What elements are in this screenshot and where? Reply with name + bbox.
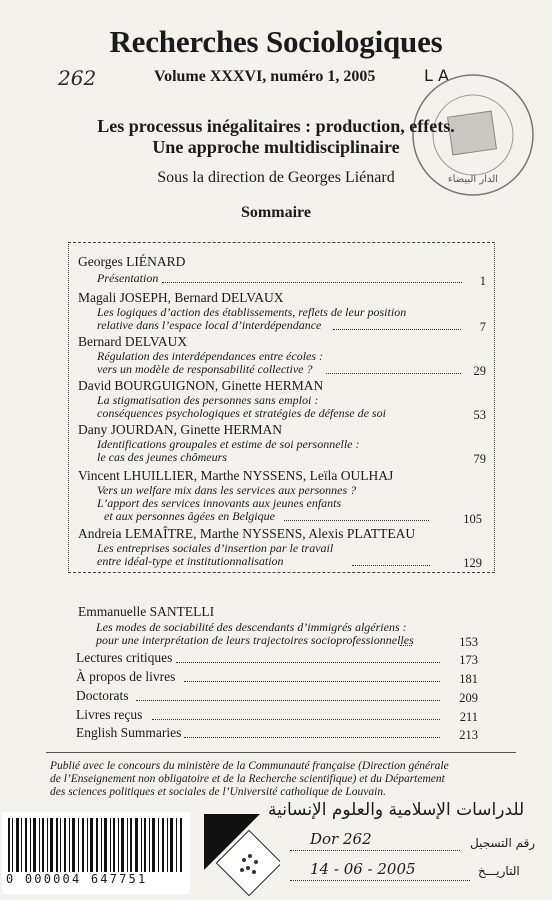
toc-author: Dany JOURDAN, Ginette HERMAN [78, 422, 282, 437]
toc-author: Bernard DELVAUX [78, 334, 188, 349]
section-page: 173 [459, 653, 478, 667]
section-page: 181 [459, 672, 478, 686]
toc-page: 79 [473, 452, 486, 466]
toc-leader [162, 282, 462, 283]
toc-leader [333, 329, 461, 330]
barcode-digits: 0 000004 647751 [6, 872, 148, 886]
toc-page: 29 [473, 364, 486, 378]
toc-author: Magali JOSEPH, Bernard DELVAUX [78, 290, 284, 305]
journal-title: Recherches Sociologiques [109, 24, 443, 59]
toc-article-title: conséquences psychologiques et stratégies de défense de soi [97, 406, 386, 420]
santelli-title-line1: Les modes de sociabilité des descendants d’immigrés algériens : [96, 620, 407, 634]
toc-article-title: Identifications groupales et estime de soi personnelle : [97, 437, 360, 451]
editor-line: Sous la direction de Georges Liénard [157, 169, 395, 186]
stamp-registration-value: Dor 262 [310, 830, 372, 848]
toc-article-title: vers un modèle de responsabilité collective ? [97, 362, 313, 376]
toc-author: Vincent LHUILLIER, Marthe NYSSENS, Leïla OULHAJ [78, 468, 394, 483]
toc-leader [136, 700, 440, 701]
toc-page: 129 [463, 556, 482, 570]
stamp-rule [290, 880, 470, 881]
toc-leader [352, 565, 430, 566]
toc-article-title: Les entreprises sociales d’insertion par le travail [97, 541, 334, 555]
section-lectures-critiques: Lectures critiques [76, 650, 173, 665]
toc-page: 7 [479, 320, 486, 334]
publisher-logo [200, 810, 280, 900]
support-notice [50, 760, 520, 799]
support-line: Publié avec le concours du ministère de la Communauté française (Direction générale [50, 760, 449, 772]
stamp-date-value: 14 - 06 - 2005 [310, 860, 416, 878]
toc-leader [184, 681, 440, 682]
santelli-author: Emmanuelle SANTELLI [78, 604, 215, 619]
section-page: 211 [459, 710, 478, 724]
section-livres-recus: Livres reçus [76, 707, 143, 722]
toc-article-title: La stigmatisation des personnes sans emploi : [97, 393, 319, 407]
toc-leader [326, 373, 461, 374]
toc-author: Andreia LEMAÎTRE, Marthe NYSSENS, Alexis PLATTEAU [78, 526, 416, 541]
toc-article-title: Régulation des interdépendances entre écoles : [97, 349, 324, 363]
toc-article-title: et aux personnes âgées en Belgique [104, 509, 275, 523]
stamp-institution: للدراسات الإسلامية والعلوم الإنسانية [268, 800, 525, 820]
section-page: 209 [459, 691, 478, 705]
santelli-title-line2: pour une interprétation de leurs trajectoires socioprofessionnelles [96, 633, 414, 647]
stamp-registration-label: رقم التسجيل [470, 836, 536, 850]
section-a-propos-de-livres: À propos de livres [76, 669, 176, 684]
toc-article-title: Les logiques d’action des établissements, reflets de leur position [97, 305, 407, 319]
seal-text: الدار البيضاء [447, 174, 499, 185]
section-doctorats: Doctorats [76, 688, 129, 703]
support-line: des sciences politiques et sociales de l’Université catholique de Louvain. [50, 786, 386, 798]
toc-leader [152, 719, 440, 720]
toc-page: 105 [463, 512, 482, 526]
toc-author: David BOURGUIGNON, Ginette HERMAN [78, 378, 324, 393]
toc-leader [184, 737, 440, 738]
issue-title-line1: Les processus inégalitaires : production, effets. [97, 116, 455, 136]
section-page: 213 [459, 728, 478, 742]
corner-handwritten-mark: L A [424, 66, 449, 85]
issue-title-line2: Une approche multidisciplinaire [152, 137, 400, 157]
toc-leader [284, 520, 429, 521]
toc-article-title: le cas des jeunes chômeurs [97, 450, 227, 464]
toc-leader [176, 662, 440, 663]
toc-author: Georges LIÉNARD [78, 254, 186, 269]
stamp-rule [290, 850, 460, 851]
toc-article-title: relative dans l’espace local d’interdépendance [97, 318, 322, 332]
toc-article-title: L’apport des services innovants aux jeunes enfants [97, 496, 342, 510]
toc-leader [400, 645, 412, 646]
handwritten-number: 262 [58, 66, 97, 90]
section-english-summaries: English Summaries [76, 725, 182, 740]
sommaire-heading: Sommaire [241, 204, 311, 221]
toc-article-title: Présentation [97, 271, 159, 285]
santelli-page: 153 [459, 635, 478, 649]
stamp-date-label: التاريـــخ [478, 864, 520, 878]
volume-line: Volume XXXVI, numéro 1, 2005 [154, 68, 376, 85]
issue-title [40, 116, 512, 158]
toc-article-title: Vers un welfare mix dans les services aux personnes ? [97, 483, 357, 497]
toc-article-title: entre idéal-type et institutionnalisation [97, 554, 284, 568]
toc-page: 53 [473, 408, 486, 422]
toc-page: 1 [479, 274, 486, 288]
support-line: de l’Enseignement non obligatoire et de la Recherche scientifique) et du Département [50, 773, 445, 785]
